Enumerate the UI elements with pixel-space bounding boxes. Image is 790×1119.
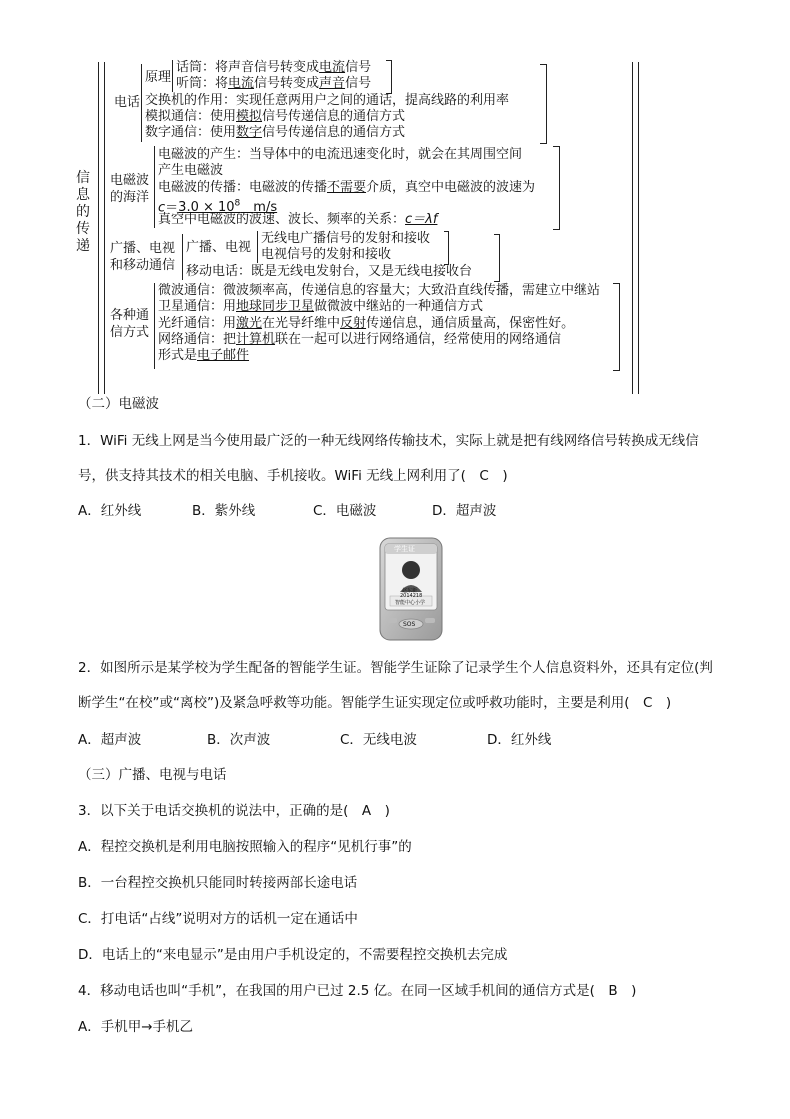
modes-bracket xyxy=(154,283,155,369)
em-production-1: 电磁波的产生：当导体中的电流迅速变化时，就会在其周围空间 xyxy=(158,147,523,162)
sos-button: SOS xyxy=(403,621,416,628)
card-name: 赵东新 xyxy=(402,588,418,594)
broadcast-bracket xyxy=(182,234,183,280)
network-line-1: 网络通信：把计算机联在一起可以进行网络通信，经常使用的网络通信 xyxy=(158,332,562,347)
principle-label: 原理 xyxy=(145,70,172,85)
listen-line: 听筒：将电流信号转变成声音信号 xyxy=(176,76,372,91)
card-school: 智能中心小学 xyxy=(395,600,426,606)
branch-label-broadcast: 广播、电视 和移动通信 xyxy=(110,241,176,273)
title-char: 息 xyxy=(76,187,90,203)
q1-line-2: 号，供支持其技术的相关电脑、手机接收。WiFi 无线上网利用了( C ) xyxy=(78,468,508,484)
branch-label-phone: 电话 xyxy=(114,95,141,110)
card-header: 学生证 xyxy=(394,545,415,553)
main-bracket-line xyxy=(632,62,633,394)
q4-stem: 4．移动电话也叫“手机”，在我国的用户已过 2.5 亿。在同一区域手机间的通信方式是( B ) xyxy=(78,983,637,999)
mindmap-vertical-title xyxy=(74,170,92,255)
em-propagation: 电磁波的传播：电磁波的传播不需要介质，真空中电磁波的波速为 xyxy=(158,180,536,195)
main-bracket-line xyxy=(638,62,639,394)
q2-option-a: A．超声波 xyxy=(78,732,142,748)
q2-option-d: D．红外线 xyxy=(487,732,552,748)
satellite-line: 卫星通信：用地球同步卫星做微波中继站的一种通信方式 xyxy=(158,299,484,314)
em-right-bracket xyxy=(553,146,560,230)
radio-line: 无线电广播信号的发射和接收 xyxy=(261,231,431,246)
fiber-line: 光纤通信：用激光在光导纤维中反射传递信息，通信质量高，保密性好。 xyxy=(158,316,575,331)
main-bracket-line xyxy=(98,62,99,394)
modes-right-bracket xyxy=(613,283,620,371)
principle-bracket xyxy=(172,60,173,92)
broadcast-sub-bracket xyxy=(257,231,258,263)
microwave-line: 微波通信：微波频率高，传递信息的容量大；大致沿直线传播，需建立中继站 xyxy=(158,283,601,298)
q2-option-b: B．次声波 xyxy=(207,732,271,748)
network-line-2: 形式是电子邮件 xyxy=(158,348,250,363)
exchange-line: 交换机的作用：实现任意两用户之间的通话，提高线路的利用率 xyxy=(145,93,510,108)
em-speed: $c=3.0 \times 10^8$ m/s xyxy=(158,199,278,216)
mobile-line: 移动电话：既是无线电发射台，又是无线电接收台 xyxy=(186,264,473,279)
em-relation: 真空中电磁波的波速、波长、频率的关系：c＝λf xyxy=(158,212,438,227)
q1-option-b: B．紫外线 xyxy=(192,503,256,519)
title-char: 递 xyxy=(76,238,90,254)
analog-line: 模拟通信：使用模拟信号传递信息的通信方式 xyxy=(145,109,406,124)
title-char: 信 xyxy=(76,170,90,186)
title-char: 传 xyxy=(76,221,90,237)
phone-bracket xyxy=(141,64,142,142)
em-production-2: 产生电磁波 xyxy=(158,163,224,178)
q1-option-c: C．电磁波 xyxy=(313,503,377,519)
q3-option-d: D．电话上的“来电显示”是由用户手机设定的，不需要程控交换机去完成 xyxy=(78,947,508,963)
section-heading-broadcast: （三）广播、电视与电话 xyxy=(78,767,227,783)
q2-option-c: C．无线电波 xyxy=(340,732,417,748)
talk-line: 话筒：将声音信号转变成电流信号 xyxy=(176,60,372,75)
q3-option-b: B．一台程控交换机只能同时转接两部长途电话 xyxy=(78,875,358,891)
card-id: 2014218 xyxy=(400,593,423,599)
title-char: 的 xyxy=(76,204,90,220)
student-card-image xyxy=(376,536,446,644)
digital-line: 数字通信：使用数字信号传递信息的通信方式 xyxy=(145,125,406,140)
phone-right-bracket xyxy=(540,64,547,144)
q1-option-d: D．超声波 xyxy=(432,503,497,519)
q2-line-1: 2．如图所示是某学校为学生配备的智能学生证。智能学生证除了记录学生个人信息资料外，还具有定位(判 xyxy=(78,660,713,676)
q1-line-1: 1．WiFi 无线上网是当今使用最广泛的一种无线网络传输技术，实际上就是把有线网络信号转换成无线信 xyxy=(78,433,699,449)
q2-line-2: 断学生“在校”或“离校”)及紧急呼救等功能。智能学生证实现定位或呼救功能时，主要是利用( C ) xyxy=(78,695,672,711)
tv-line: 电视信号的发射和接收 xyxy=(261,247,392,262)
q1-option-a: A．红外线 xyxy=(78,503,142,519)
principle-right-bracket xyxy=(386,60,392,94)
q3-option-a: A．程控交换机是利用电脑按照输入的程序“见机行事”的 xyxy=(78,839,412,855)
broadcast-right-bracket xyxy=(494,234,500,282)
broadcast-sub-label: 广播、电视 xyxy=(186,240,252,255)
section-heading-em: （二）电磁波 xyxy=(78,396,159,412)
branch-label-em: 电磁波 的海洋 xyxy=(110,173,150,205)
main-bracket-line xyxy=(104,62,105,394)
q3-stem: 3．以下关于电话交换机的说法中，正确的是( A ) xyxy=(78,803,390,819)
q3-option-c: C．打电话“占线”说明对方的话机一定在通话中 xyxy=(78,911,358,927)
em-bracket xyxy=(154,146,155,228)
broadcast-sub-right-bracket xyxy=(444,231,449,265)
q4-option-a: A．手机甲→手机乙 xyxy=(78,1019,194,1035)
branch-label-modes: 各种通 信方式 xyxy=(110,308,150,340)
